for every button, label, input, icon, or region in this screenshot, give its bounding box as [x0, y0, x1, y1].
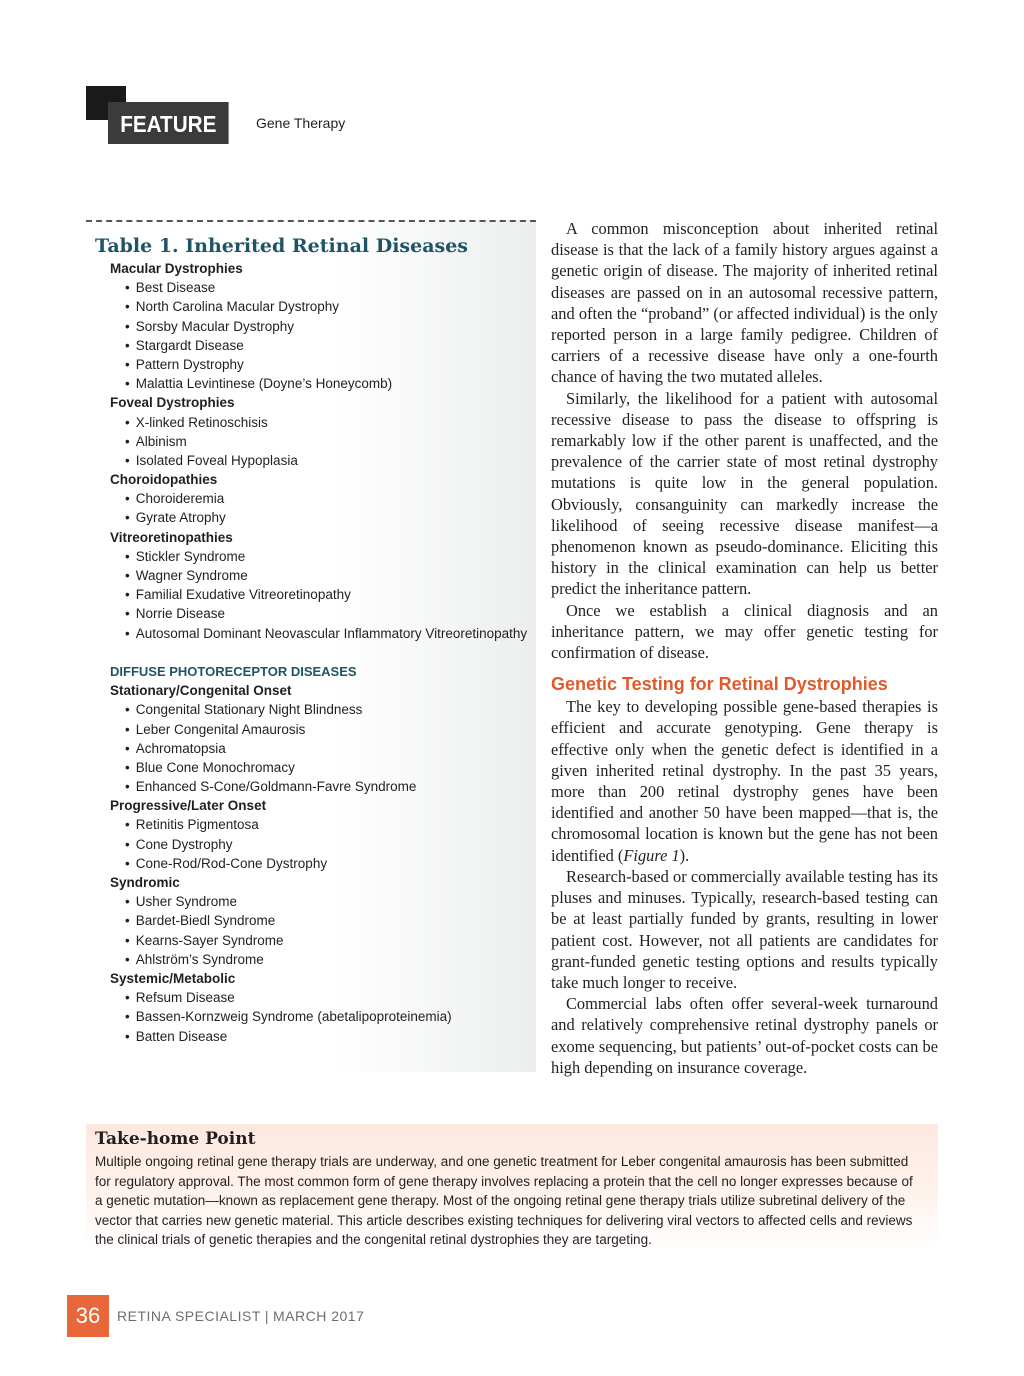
table-list-item: • Familial Exudative Vitreoretinopathy: [110, 585, 527, 604]
table-list-item: • Ahlström’s Syndrome: [110, 950, 527, 969]
table-list: [110, 259, 527, 1046]
article-paragraph: Commercial labs often offer several-week turnaround and relatively comprehensive retinal dystrophy panels or exome sequencing, but patients’ out-of-pocket costs can be high depending on insurance coverage.: [551, 994, 938, 1077]
table-list-item: • Refsum Disease: [110, 988, 527, 1007]
table-list-item: • Bassen-Kornzweig Syndrome (abetalipoproteinemia): [110, 1007, 527, 1026]
table-list-item: • Sorsby Macular Dystrophy: [110, 317, 527, 336]
table-list-item: • Gyrate Atrophy: [110, 508, 527, 527]
table-category: Macular Dystrophies: [110, 261, 243, 276]
table-list-item: • Enhanced S-Cone/Goldmann-Favre Syndrome: [110, 777, 527, 796]
footer-publication: [117, 1308, 364, 1324]
table-box: [86, 220, 536, 1072]
article-column: [551, 218, 938, 1078]
page-number: 36: [67, 1295, 109, 1337]
table-category: Vitreoretinopathies: [110, 529, 233, 545]
table-list-item: • North Carolina Macular Dystrophy: [110, 297, 527, 316]
table-list-item: • Choroideremia: [110, 489, 527, 508]
table-category: Foveal Dystrophies: [110, 395, 235, 411]
table-list-item: • Leber Congenital Amaurosis: [110, 720, 527, 739]
publication-name: RETINA SPECIALIST: [117, 1308, 261, 1324]
table-list-item: • Congenital Stationary Night Blindness: [110, 700, 527, 719]
table-category: Progressive/Later Onset: [110, 798, 267, 814]
table-list-item: • Pattern Dystrophy: [110, 355, 527, 374]
article-paragraph: Once we establish a clinical diagnosis and an inheritance pattern, we may offer genetic testing for confirmation of disease.: [551, 600, 938, 663]
table-list-item: • Cone-Rod/Rod-Cone Dystrophy: [110, 854, 527, 873]
takehome-box: [86, 1124, 938, 1248]
takehome-body: Multiple ongoing retinal gene therapy trials are underway, and one genetic treatment for Leber congenital amaurosis has been submitted for regulatory approval. The most common form of gene therapy involves replacing a protein that the cell no longer expresses because of a genetic mutation—known as replacement gene therapy. Most of the ongoing retinal gene therapy trials utilize subretinal delivery of the vector that carries new genetic material. This article describes existing techniques for delivering viral vectors to affected cells and reviews the clinical trials of genetic therapies and the congenital retinal dystrophies they are targeting.: [95, 1154, 913, 1247]
table-list-item: • Wagner Syndrome: [110, 566, 527, 585]
article-heading: Genetic Testing for Retinal Dystrophies: [551, 674, 888, 695]
table-list-item: • Albinism: [110, 432, 527, 451]
article-paragraph: [551, 696, 938, 866]
issue-date: MARCH 2017: [273, 1308, 365, 1324]
article-paragraph: Similarly, the likelihood for a patient with autosomal recessive disease to pass the disease to offspring is remarkably low if the other parent is unaffected, and the prevalence of the carrier state of most retinal dystrophy mutations is quite low in the general population. Obviously, consanguinity can markedly increase the likelihood of seeing recessive disease manifest—a phenomenon known as pseudo-dominance. Eliciting this history in the clinical examination can help us better predict the inheritance pattern.: [551, 388, 938, 599]
table-list-item: • Stickler Syndrome: [110, 547, 527, 566]
article-paragraph: A common misconception about inherited retinal disease is that the lack of a family history argues against a genetic origin of disease. The majority of inherited retinal diseases are passed on in an autosomal recessive pattern, and often the “proband” (or affected individual) is the only reported person in a large family pedigree. Children of carriers of a recessive disease have only a one-fourth chance of having the two mutated alleles.: [551, 219, 938, 387]
table-list-item: • Isolated Foveal Hypoplasia: [110, 451, 527, 470]
table-list-item: • Autosomal Dominant Neovascular Inflammatory Vitreoretinopathy: [110, 624, 527, 643]
table-list-item: • Kearns-Sayer Syndrome: [110, 931, 527, 950]
takehome-title: Take-home Point: [95, 1129, 256, 1149]
paragraph-text: The key to developing possible gene-based therapies is efficient and accurate genotyping. Gene therapy is effective only when the genetic defect is identified in a given inherited retinal dystrophy. In the past 35 years, more than 200 retinal dystrophy genes have been identified and another 50 have been mapped—that is, the chromosomal location is known but the gene has not been identified (: [551, 697, 938, 865]
table-dashed-divider: [86, 220, 536, 222]
table-list-item: • Best Disease: [110, 278, 527, 297]
footer-separator: |: [264, 1308, 270, 1324]
feature-tag: FEATURE: [108, 102, 229, 144]
table-category: Choroidopathies: [110, 472, 218, 488]
article-intro: [551, 218, 938, 663]
table-category: Stationary/Congenital Onset: [110, 683, 292, 699]
table-list-item: • Norrie Disease: [110, 604, 527, 623]
figure-reference: Figure 1: [623, 845, 680, 865]
table-category: Syndromic: [110, 875, 180, 890]
table-title: Table 1. Inherited Retinal Diseases: [95, 235, 468, 257]
article-body: [551, 866, 938, 1078]
table-spacer: [110, 643, 527, 662]
table-list-item: • Usher Syndrome: [110, 892, 527, 911]
table-list-item: • Achromatopsia: [110, 739, 527, 758]
table-list-item: • Retinitis Pigmentosa: [110, 815, 527, 834]
table-list-item: • Blue Cone Monochromacy: [110, 758, 527, 777]
table-section-heading: DIFFUSE PHOTORECEPTOR DISEASES: [110, 663, 357, 679]
table-list-item: • Stargardt Disease: [110, 336, 527, 355]
table-category: Systemic/Metabolic: [110, 970, 236, 986]
section-label: Gene Therapy: [256, 115, 346, 131]
table-list-item: • X-linked Retinoschisis: [110, 413, 527, 432]
table-list-item: • Malattia Levintinese (Doyne’s Honeycomb): [110, 374, 527, 393]
table-list-item: • Bardet-Biedl Syndrome: [110, 911, 527, 930]
table-list-item: • Cone Dystrophy: [110, 835, 527, 854]
table-list-item: • Batten Disease: [110, 1027, 527, 1046]
paragraph-text-end: ).: [679, 845, 690, 865]
article-paragraph: Research-based or commercially available testing has its pluses and minuses. Typically, research-based testing can be at least partially funded by grants, resulting in lower patient cost. However, not all patients are candidates for grant-funded genetic testing options and results typically take much longer to receive.: [551, 866, 938, 992]
